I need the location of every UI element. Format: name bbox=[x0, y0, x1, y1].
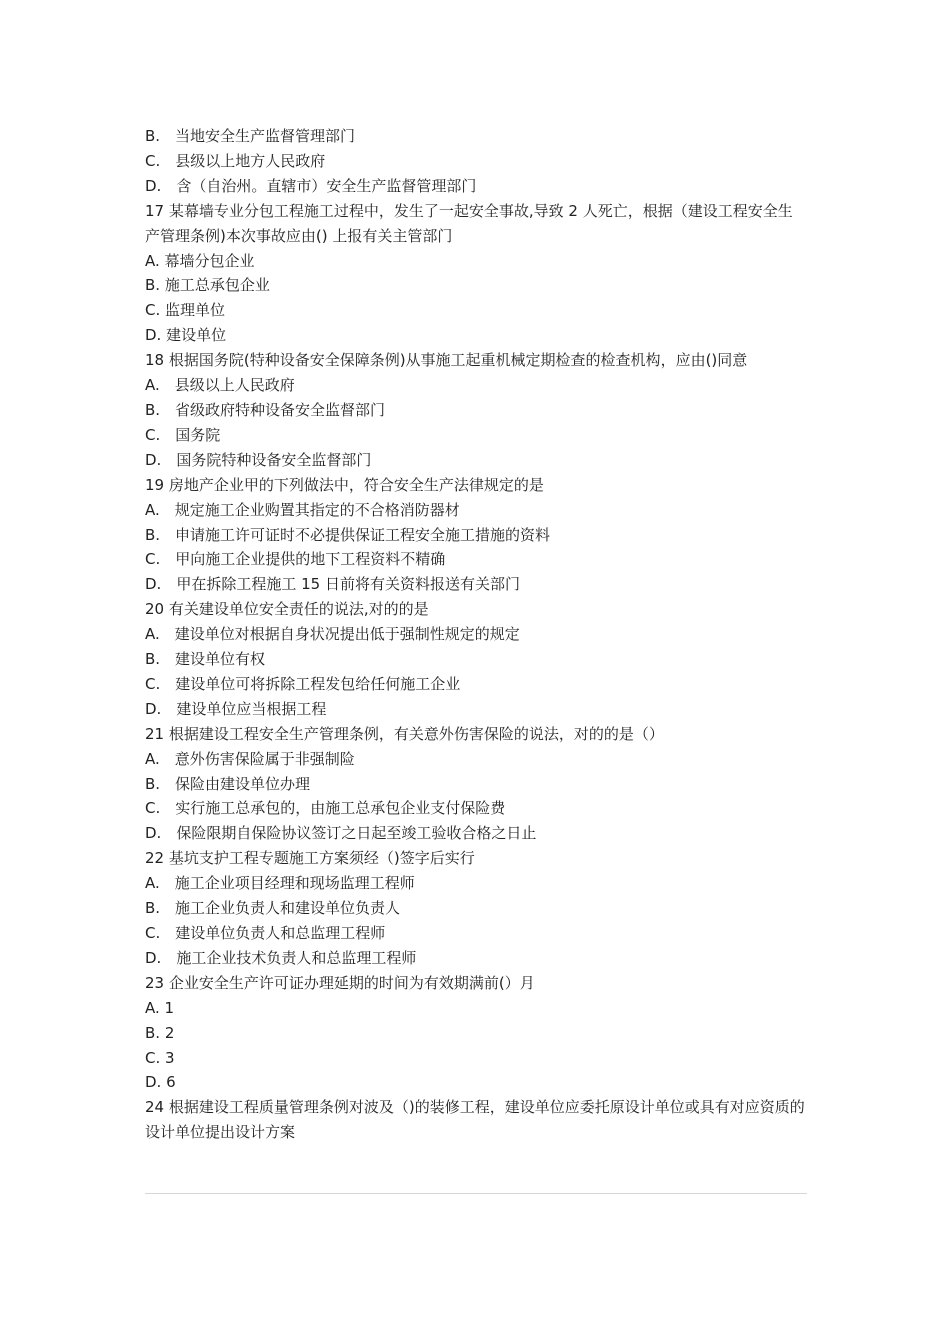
question-21: 21 根据建设工程安全生产管理条例，有关意外伤害保险的说法，对的的是（） bbox=[145, 724, 664, 743]
question-18: 18 根据国务院(特种设备安全保障条例)从事施工起重机械定期检查的检查机构，应由()同意 bbox=[145, 351, 748, 370]
option-d-21: D. 保险限期自保险协议签订之日起至竣工验收合格之日止 bbox=[145, 824, 537, 843]
option-d-17: D. 建设单位 bbox=[145, 326, 227, 345]
question-23: 23 企业安全生产许可证办理延期的时间为有效期满前(）月 bbox=[145, 973, 535, 992]
option-a-18: A. 县级以上人民政府 bbox=[145, 376, 295, 395]
option-c-21: C. 实行施工总承包的，由施工总承包企业支付保险费 bbox=[145, 799, 506, 818]
option-b-21: B. 保险由建设单位办理 bbox=[145, 774, 311, 793]
document-body bbox=[145, 124, 807, 1145]
option-b-19: B. 申请施工许可证时不必提供保证工程安全施工措施的资料 bbox=[145, 525, 551, 544]
option-a-23: A. 1 bbox=[145, 998, 175, 1017]
option-d-22: D. 施工企业技术负责人和总监理工程师 bbox=[145, 948, 417, 967]
option-a-22: A. 施工企业项目经理和现场监理工程师 bbox=[145, 874, 415, 893]
option-d-23: D. 6 bbox=[145, 1073, 176, 1092]
option-b-23: B. 2 bbox=[145, 1023, 175, 1042]
question-19: 19 房地产企业甲的下列做法中，符合安全生产法律规定的是 bbox=[145, 475, 544, 494]
option-a-21: A. 意外伤害保险属于非强制险 bbox=[145, 749, 355, 768]
option-b-16: B. 当地安全生产监督管理部门 bbox=[145, 127, 356, 145]
option-d-20: D. 建设单位应当根据工程 bbox=[145, 699, 327, 718]
option-a-19: A. 规定施工企业购置其指定的不合格消防器材 bbox=[145, 500, 460, 519]
option-a-20: A. 建设单位对根据自身状况提出低于强制性规定的规定 bbox=[145, 625, 520, 644]
option-c-23: C. 3 bbox=[145, 1048, 175, 1067]
option-c-18: C. 国务院 bbox=[145, 425, 221, 444]
option-d-19: D. 甲在拆除工程施工 15 日前将有关资料报送有关部门 bbox=[145, 575, 520, 594]
question-22: 22 基坑支护工程专题施工方案须经（)签字后实行 bbox=[145, 849, 475, 868]
option-c-17: C. 监理单位 bbox=[145, 301, 226, 320]
option-c-22: C. 建设单位负责人和总监理工程师 bbox=[145, 924, 386, 942]
option-a-17: A. 幕墙分包企业 bbox=[145, 251, 255, 270]
page-bottom-rule bbox=[145, 1193, 807, 1194]
option-d-18: D. 国务院特种设备安全监督部门 bbox=[145, 450, 372, 469]
option-b-18: B. 省级政府特种设备安全监督部门 bbox=[145, 400, 386, 419]
option-b-22: B. 施工企业负责人和建设单位负责人 bbox=[145, 899, 401, 918]
option-c-16: C. 县级以上地方人民政府 bbox=[145, 151, 326, 170]
question-24: 24 根据建设工程质量管理条例对波及（)的装修工程，建设单位应委托原设计单位或具有对应资质的设计单位提出设计方案 bbox=[145, 1098, 805, 1142]
option-d-16: D. 含（自治州。直辖市）安全生产监督管理部门 bbox=[145, 176, 477, 195]
option-b-17: B. 施工总承包企业 bbox=[145, 276, 270, 295]
question-20: 20 有关建设单位安全责任的说法,对的的是 bbox=[145, 600, 429, 619]
option-c-20: C. 建设单位可将拆除工程发包给任何施工企业 bbox=[145, 674, 461, 693]
option-c-19: C. 甲向施工企业提供的地下工程资料不精确 bbox=[145, 550, 446, 569]
question-17: 17 某幕墙专业分包工程施工过程中，发生了一起安全事故,导致 2 人死亡，根据（建设工程安全生产管理条例)本次事故应由() 上报有关主管部门 bbox=[145, 201, 793, 245]
option-b-20: B. 建设单位有权 bbox=[145, 650, 266, 669]
